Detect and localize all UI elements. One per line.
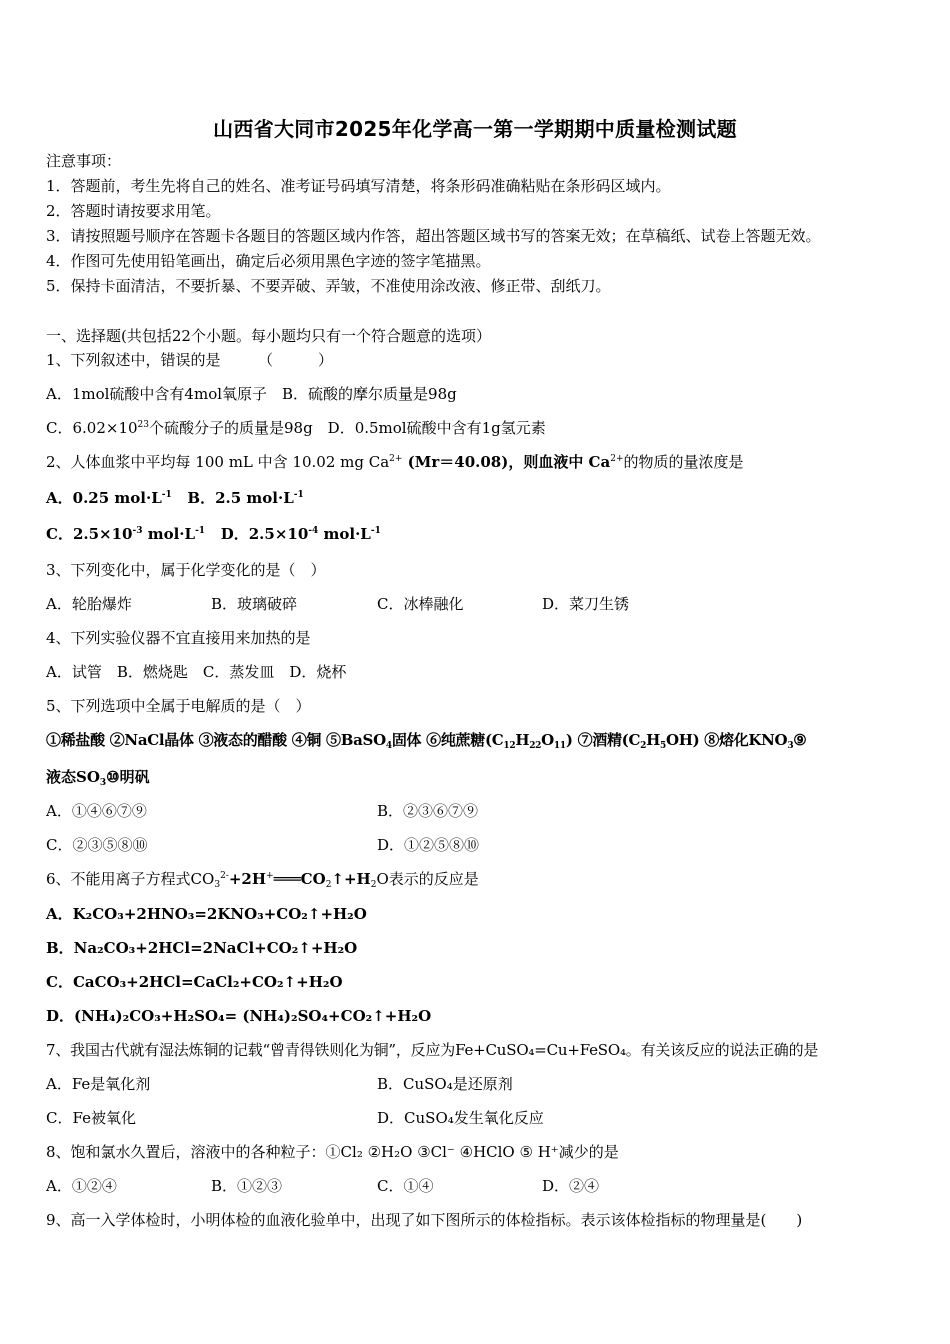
q5-sub: 22 bbox=[529, 741, 542, 751]
q2-option-b: B．2.5 mol·L bbox=[187, 489, 294, 507]
question-5-option-d: D．①②⑤⑧⑩ bbox=[377, 836, 480, 854]
question-9-stem: 9、高一入学体检时，小明体检的血液化验单中，出现了如下图所示的体检指标。表示该体检指标的物理量是( ) bbox=[46, 1211, 803, 1229]
q2-sup: 2+ bbox=[610, 454, 624, 464]
q5-sub: 4 bbox=[385, 741, 392, 751]
q2-sup: -1 bbox=[370, 526, 381, 536]
question-7-option-b: B．CuSO₄是还原剂 bbox=[377, 1075, 513, 1093]
q5-items-part: O bbox=[541, 731, 554, 749]
question-8-stem: 8、饱和氯水久置后，溶液中的各种粒子：①Cl₂ ②H₂O ③Cl⁻ ④HClO ⑤ H⁺减少的是 bbox=[46, 1143, 619, 1161]
q6-stem-part: 6、不能用离子方程式CO bbox=[46, 870, 215, 888]
q5-items-part: ⑩明矾 bbox=[106, 768, 150, 786]
section-heading: 一、选择题(共包括22个小题。每小题均只有一个符合题意的选项） bbox=[46, 327, 491, 345]
q2-sup: -1 bbox=[293, 490, 304, 500]
q6-stem-part: ↑+H bbox=[331, 870, 371, 888]
question-3-option-d: D．菜刀生锈 bbox=[542, 595, 630, 613]
q2-stem-part: 2、人体血浆中平均每 100 mL 中含 10.02 mg Ca bbox=[46, 453, 390, 471]
question-2-options-ab bbox=[46, 488, 304, 508]
q5-sub: 2 bbox=[640, 741, 647, 751]
q2-option-d: D．2.5×10 bbox=[220, 525, 309, 543]
q6-sup: 2- bbox=[220, 871, 229, 881]
q5-items-part: H bbox=[646, 731, 660, 749]
q6-sub: 2 bbox=[325, 880, 332, 890]
notice-item: 1．答题前，考生先将自己的姓名、准考证号码填写清楚，将条形码准确粘贴在条形码区域内。 bbox=[46, 177, 671, 195]
q2-sup: -1 bbox=[195, 526, 206, 536]
q5-items-part: ①稀盐酸 ②NaCl晶体 ③液态的醋酸 ④铜 ⑤BaSO bbox=[46, 731, 386, 749]
question-5-option-b: B．②③⑥⑦⑨ bbox=[377, 802, 479, 820]
q6-stem-part: ═══CO bbox=[273, 870, 326, 888]
q5-sub: 5 bbox=[659, 741, 666, 751]
notice-item: 5．保持卡面清洁，不要折暴、不要弄破、弄皱，不准使用涂改液、修正带、刮纸刀。 bbox=[46, 277, 611, 295]
q2-sup: 2+ bbox=[389, 454, 403, 464]
q2-sup: -1 bbox=[161, 490, 172, 500]
q2-sup: -4 bbox=[308, 526, 319, 536]
question-5-option-c: C．②③⑤⑧⑩ bbox=[46, 836, 148, 854]
question-8-option-a: A．①②④ bbox=[46, 1177, 117, 1195]
page-title: 山西省大同市2025年化学高一第一学期期中质量检测试题 bbox=[213, 117, 737, 141]
q2-sup: -3 bbox=[132, 526, 143, 536]
question-3-option-a: A．轮胎爆炸 bbox=[46, 595, 132, 613]
q1-c-sup: 23 bbox=[137, 420, 149, 430]
question-5-stem: 5、下列选项中全属于电解质的是（ ） bbox=[46, 697, 311, 715]
q6-sub: 2 bbox=[370, 880, 377, 890]
question-2-options-cd bbox=[46, 524, 381, 544]
question-2-stem bbox=[46, 452, 744, 472]
question-8-option-b: B．①②③ bbox=[211, 1177, 283, 1195]
q5-sub: 11 bbox=[553, 741, 566, 751]
notice-item: 2．答题时请按要求用笔。 bbox=[46, 202, 221, 220]
q2-unit: mol·L bbox=[318, 525, 371, 543]
question-3-stem: 3、下列变化中，属于化学变化的是（ ） bbox=[46, 561, 326, 579]
question-5-option-a: A．①④⑥⑦⑨ bbox=[46, 802, 147, 820]
q2-unit: mol·L bbox=[142, 525, 196, 543]
question-1-options-ab: A．1mol硫酸中含有4mol氧原子 B．硫酸的摩尔质量是98g bbox=[46, 385, 457, 403]
notice-heading: 注意事项： bbox=[46, 152, 122, 170]
question-1-stem: 1、下列叙述中，错误的是 （ ） bbox=[46, 351, 334, 369]
q5-sub: 3 bbox=[99, 778, 107, 788]
question-4-options: A．试管 B．燃烧匙 C．蒸发皿 D．烧杯 bbox=[46, 663, 347, 681]
q2-option-a: A．0.25 mol·L bbox=[46, 489, 162, 507]
q5-items-part: ⑨ bbox=[793, 731, 807, 749]
q2-option-c: C．2.5×10 bbox=[46, 525, 133, 543]
question-3-option-b: B．玻璃破碎 bbox=[211, 595, 298, 613]
question-3-option-c: C．冰棒融化 bbox=[377, 595, 464, 613]
question-8-option-d: D．②④ bbox=[542, 1177, 600, 1195]
question-5-items-line2 bbox=[46, 767, 150, 787]
question-4-stem: 4、下列实验仪器不宜直接用来加热的是 bbox=[46, 629, 311, 647]
q5-items-part: 固体 ⑥纯蔗糖(C bbox=[391, 731, 504, 749]
question-7-stem: 7、我国古代就有湿法炼铜的记载“曾青得铁则化为铜”，反应为Fe+CuSO₄=Cu+FeSO₄。有关该反应的说法正确的是 bbox=[46, 1041, 819, 1059]
q5-sub: 12 bbox=[503, 741, 516, 751]
q6-sup: + bbox=[266, 871, 274, 881]
q6-stem-part: O表示的反应是 bbox=[376, 870, 479, 888]
question-6-option-b: B．Na₂CO₃+2HCl=2NaCl+CO₂↑+H₂O bbox=[46, 939, 358, 957]
question-6-option-c: C．CaCO₃+2HCl=CaCl₂+CO₂↑+H₂O bbox=[46, 973, 343, 991]
q2-stem-part: (Mr＝40.08)，则血液中 Ca bbox=[402, 453, 611, 471]
question-6-option-d: D．(NH₄)₂CO₃+H₂SO₄= (NH₄)₂SO₄+CO₂↑+H₂O bbox=[46, 1007, 432, 1025]
question-1-options-cd bbox=[46, 418, 546, 438]
q6-stem-part: +2H bbox=[228, 870, 267, 888]
q1-c-post: 个硫酸分子的质量是98g D．0.5mol硫酸中含有1g氢元素 bbox=[148, 419, 546, 437]
question-8-option-c: C．①④ bbox=[377, 1177, 434, 1195]
q1-c-pre: C．6.02×10 bbox=[46, 419, 138, 437]
question-7-option-d: D．CuSO₄发生氧化反应 bbox=[377, 1109, 544, 1127]
q6-sub: 3 bbox=[214, 880, 221, 890]
question-6-option-a: A．K₂CO₃+2HNO₃=2KNO₃+CO₂↑+H₂O bbox=[46, 905, 367, 923]
q2-stem-part: 的物质的量浓度是 bbox=[623, 453, 744, 471]
question-7-option-a: A．Fe是氧化剂 bbox=[46, 1075, 151, 1093]
question-5-items bbox=[46, 730, 806, 750]
q5-items-part: ) ⑦酒精(C bbox=[565, 731, 641, 749]
q5-items-part: OH) ⑧熔化KNO bbox=[665, 731, 788, 749]
question-7-option-c: C．Fe被氧化 bbox=[46, 1109, 136, 1127]
q5-items-part: 液态SO bbox=[46, 768, 100, 786]
q5-sub: 3 bbox=[787, 741, 794, 751]
notice-item: 3．请按照题号顺序在答题卡各题目的答题区域内作答，超出答题区域书写的答案无效；在草稿纸、试卷上答题无效。 bbox=[46, 227, 821, 245]
question-6-stem bbox=[46, 869, 479, 889]
q5-items-part: H bbox=[515, 731, 530, 749]
notice-item: 4．作图可先使用铅笔画出，确定后必须用黑色字迹的签字笔描黑。 bbox=[46, 252, 491, 270]
